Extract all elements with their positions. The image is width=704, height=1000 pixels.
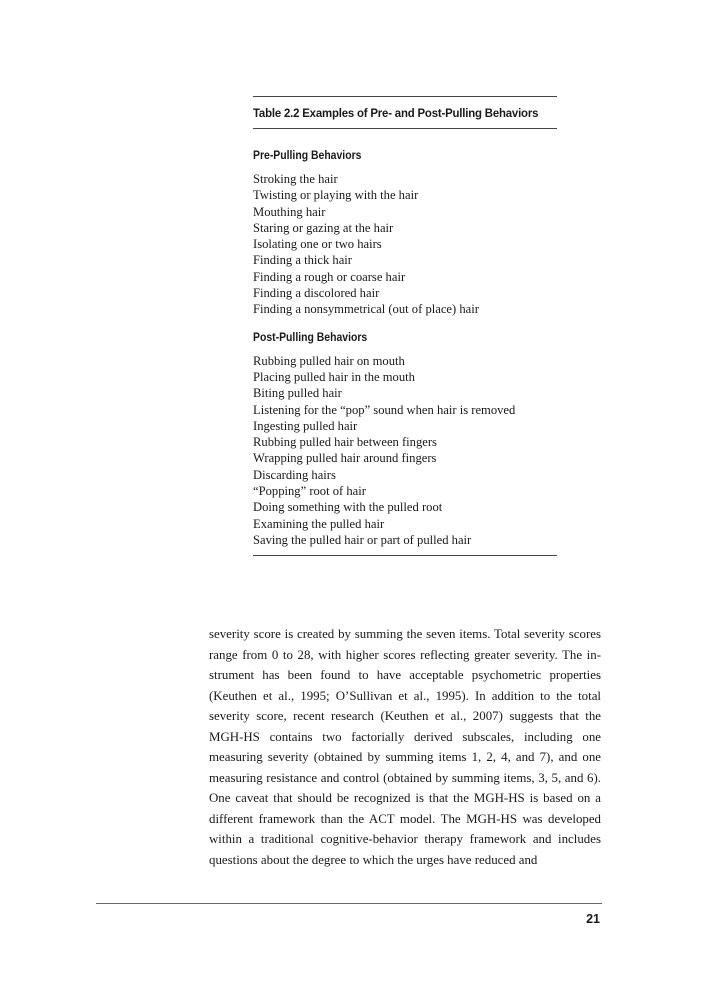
body-paragraph: severity score is created by summing the seven items. Total severity scores range from 0 to 28, with higher scores reflecting greater severity. The instrument has been found to have acceptable psychometric properties (Keuthen et al., 1995; O’Sullivan et al., 1995). In addition to the total severity score, recent research (Keuthen et al., 2007) suggests that the MGH-HS contains two factorially derived subscales, including one measuring severity (obtained by summing items 1, 2, 4, and 7), and one measuring resistance and control (obtained by summing items, 3, 5, and 6). One caveat that should be recognized is that the MGH-HS is based on a different framework than the ACT model. The MGH-HS was developed within a traditional cognitive-behavior therapy framework and includes questions about the degree to which the urges have reduced and	[209, 627, 601, 867]
list-item: Rubbing pulled hair between fingers	[253, 435, 437, 450]
post-pulling-list	[253, 353, 557, 549]
list-item: Wrapping pulled hair around fingers	[253, 451, 437, 466]
list-item: Finding a rough or coarse hair	[253, 269, 406, 284]
list-item: Isolating one or two hairs	[253, 237, 382, 252]
list-item: Ingesting pulled hair	[253, 418, 358, 433]
list-item: “Popping” root of hair	[253, 484, 366, 499]
list-item: Doing something with the pulled root	[253, 500, 443, 515]
table-bottom-rule	[253, 555, 557, 556]
pre-pulling-list	[253, 171, 557, 318]
table-title: Table 2.2 Examples of Pre- and Post-Pulling Behaviors	[253, 106, 539, 120]
pre-pulling-heading: Pre-Pulling Behaviors	[253, 149, 362, 162]
list-item: Rubbing pulled hair on mouth	[253, 353, 405, 368]
list-item: Finding a nonsymmetrical (out of place) hair	[253, 302, 479, 317]
list-item: Placing pulled hair in the mouth	[253, 369, 415, 384]
table-2-2	[253, 96, 557, 556]
page-number: 21	[586, 912, 600, 926]
list-item: Discarding hairs	[253, 467, 336, 482]
table-title-rule	[253, 128, 557, 129]
list-item: Mouthing hair	[253, 204, 326, 219]
list-item: Finding a thick hair	[253, 253, 352, 268]
list-item: Biting pulled hair	[253, 386, 342, 401]
list-item: Saving the pulled hair or part of pulled hair	[253, 532, 472, 547]
table-top-rule	[253, 96, 557, 97]
list-item: Twisting or playing with the hair	[253, 188, 419, 203]
list-item: Finding a discolored hair	[253, 286, 380, 301]
post-pulling-heading: Post-Pulling Behaviors	[253, 330, 368, 344]
list-item: Listening for the “pop” sound when hair is removed	[253, 402, 516, 417]
list-item: Stroking the hair	[253, 172, 338, 186]
list-item: Staring or gazing at the hair	[253, 220, 394, 235]
list-item: Examining the pulled hair	[253, 516, 385, 531]
footer-rule	[96, 903, 602, 904]
